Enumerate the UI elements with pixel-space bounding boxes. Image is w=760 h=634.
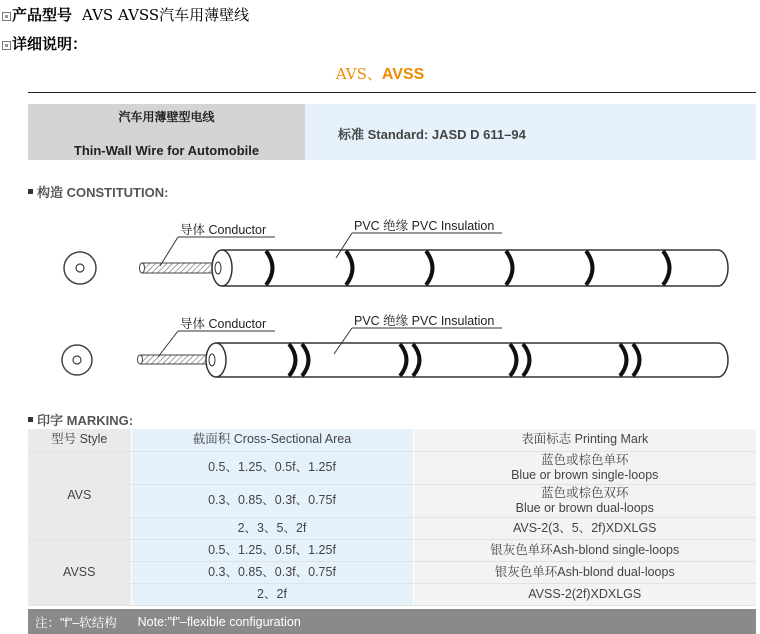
mark-line-1: 蓝色或棕色双环	[540, 485, 629, 500]
product-model-value: AVS AVSS汽车用薄壁线	[82, 6, 250, 24]
conductor-label: 导体 Conductor	[180, 223, 267, 237]
mark-cell: AVS-2(3、5、2f)XDXLGS	[413, 517, 756, 539]
style-avss: AVSS	[28, 539, 131, 605]
footnote-cn: 注："f"–软结构	[35, 615, 117, 630]
area-cell: 0.5、1.25、0.5f、1.25f	[131, 539, 413, 561]
area-cell: 2、3、5、2f	[131, 517, 413, 539]
mark-cell: 银灰色单环Ash-blond single-loops	[413, 539, 756, 561]
title-part2: AVSS	[381, 66, 425, 83]
footnote-en: Note:"f"–flexible configuration	[137, 614, 301, 629]
mark-cell	[413, 451, 756, 484]
standard-name-cn: 汽车用薄壁型电线	[118, 110, 215, 124]
wire2-insulation	[206, 343, 728, 377]
table-row	[28, 583, 756, 605]
standard-code: 标准 Standard: JASD D 611–94	[338, 127, 526, 142]
style-avs: AVS	[28, 451, 131, 539]
footnote-bar	[28, 609, 756, 634]
wire2-conductor	[138, 355, 215, 364]
table-header-row	[28, 429, 756, 451]
product-model-label: 产品型号	[12, 6, 73, 24]
conductor-label-2: 导体 Conductor	[180, 317, 267, 331]
area-cell: 0.3、0.85、0.3f、0.75f	[131, 484, 413, 517]
mark-line-2: Blue or brown single-loops	[511, 467, 659, 482]
mark-cell	[413, 484, 756, 517]
mark-line-1: 蓝色或棕色单环	[540, 452, 629, 467]
standard-name-en: Thin-Wall Wire for Automobile	[73, 143, 260, 158]
table-row	[28, 451, 756, 484]
area-cell: 2、2f	[131, 583, 413, 605]
table-row	[28, 539, 756, 561]
insulation-label: PVC 绝缘 PVC Insulation	[354, 219, 495, 233]
marking-table	[28, 429, 756, 606]
marking-heading-text: 印字 MARKING:	[37, 413, 134, 428]
wire1-cross-section	[64, 252, 96, 284]
title-part1: AVS、	[335, 65, 382, 83]
header-style: 型号 Style	[28, 429, 131, 451]
area-cell: 0.3、0.85、0.3f、0.75f	[131, 561, 413, 583]
mark-line-2: Blue or brown dual-loops	[515, 500, 654, 515]
header-mark: 表面标志 Printing Mark	[413, 429, 756, 451]
marking-heading	[28, 410, 133, 429]
area-cell: 0.5、1.25、0.5f、1.25f	[131, 451, 413, 484]
insulation-label-2: PVC 绝缘 PVC Insulation	[354, 314, 495, 328]
mark-cell: AVSS-2(2f)XDXLGS	[413, 583, 756, 605]
table-row	[28, 561, 756, 583]
header-area: 截面积 Cross-Sectional Area	[131, 429, 413, 451]
mark-cell: 银灰色单环Ash-blond dual-loops	[413, 561, 756, 583]
wire1-insulation	[212, 250, 728, 286]
table-row	[28, 517, 756, 539]
table-row	[28, 484, 756, 517]
square-bullet-icon	[28, 417, 33, 422]
detail-label: 详细说明：	[12, 35, 88, 53]
wire1-conductor	[140, 263, 219, 273]
construction-heading-text: 构造 CONSTITUTION:	[37, 185, 169, 200]
wire2-cross-section	[62, 345, 92, 375]
